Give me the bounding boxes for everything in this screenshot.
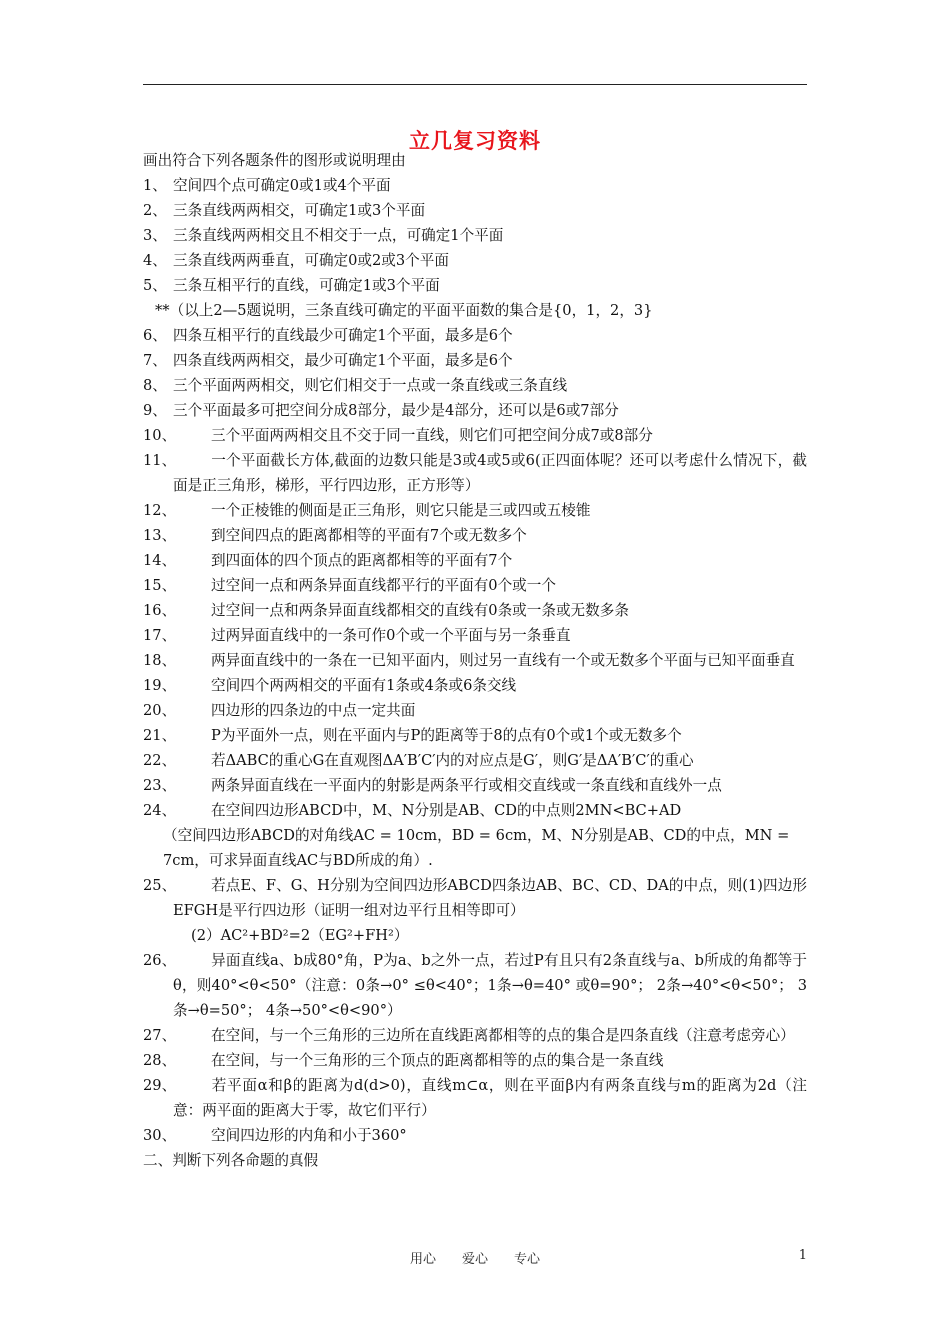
item-text: 过两异面直线中的一条可作0个或一个平面与另一条垂直 xyxy=(211,627,571,644)
list-item xyxy=(143,398,807,423)
item-text: 三条直线两两相交，可确定1或3个平面 xyxy=(173,202,426,219)
item-number: 23、 xyxy=(143,777,177,794)
section-heading: 二、判断下列各命题的真假 xyxy=(143,1152,319,1169)
item-number: 26、 xyxy=(143,952,177,969)
item-number: 30、 xyxy=(143,1127,177,1144)
list-item xyxy=(143,723,807,748)
item-text: 三个平面两两相交，则它们相交于一点或一条直线或三条直线 xyxy=(173,377,568,394)
item-text: 三条直线两两垂直，可确定0或2或3个平面 xyxy=(173,252,449,269)
item-number: 13、 xyxy=(143,527,177,544)
item-text: 一个平面截长方体,截面的边数只能是3或4或5或6(正四面体呢？还可以考虑什么情况下，截面是正三角形，梯形，平行四边形，正方形等） xyxy=(173,452,807,494)
item-number: 1、 xyxy=(143,177,167,194)
list-item xyxy=(143,698,807,723)
item-text: 两异面直线中的一条在一已知平面内，则过另一直线有一个或无数多个平面与已知平面垂直 xyxy=(211,652,795,669)
item-number: 16、 xyxy=(143,602,177,619)
list-item xyxy=(143,248,807,273)
item-text: 若点E、F、G、H分别为空间四边形ABCD四条边AB、BC、CD、DA的中点，则(1)四边形EFGH是平行四边形（证明一组对边平行且相等即可） xyxy=(173,877,807,919)
list-item xyxy=(143,1123,807,1148)
item-number: 19、 xyxy=(143,677,177,694)
item-number: 4、 xyxy=(143,252,167,269)
item-number: 3、 xyxy=(143,227,167,244)
item-number: 27、 xyxy=(143,1027,177,1044)
item-number: 12、 xyxy=(143,502,177,519)
list-item xyxy=(143,273,807,298)
item-number: 20、 xyxy=(143,702,177,719)
list-item xyxy=(143,948,807,1023)
item-number: 28、 xyxy=(143,1052,177,1069)
list-item xyxy=(143,598,807,623)
item-list-1 xyxy=(143,173,807,298)
item-number: 7、 xyxy=(143,352,167,369)
item-number: 22、 xyxy=(143,752,177,769)
list-item xyxy=(143,323,807,348)
intro-line: 画出符合下列各题条件的图形或说明理由 xyxy=(143,152,406,169)
item-text: 空间四边形的内角和小于360° xyxy=(211,1127,407,1144)
list-item xyxy=(143,548,807,573)
item-text: 过空间一点和两条异面直线都相交的直线有0条或一条或无数多条 xyxy=(211,602,629,619)
list-item xyxy=(143,173,807,198)
item-text: 若平面α和β的距离为d(d>0)，直线m⊂α，则在平面β内有两条直线与m的距离为2d（注意：两平面的距离大于零，故它们平行） xyxy=(173,1077,807,1119)
item-number: 6、 xyxy=(143,327,167,344)
list-item xyxy=(143,748,807,773)
item-number: 9、 xyxy=(143,402,167,419)
note-line: (2）AC²+BD²=2（EG²+FH²） xyxy=(191,927,409,944)
item-text: 四条直线两两相交，最少可确定1个平面，最多是6个 xyxy=(173,352,513,369)
item-text: 两条异面直线在一平面内的射影是两条平行或相交直线或一条直线和直线外一点 xyxy=(211,777,722,794)
list-item xyxy=(143,1048,807,1073)
item-list-2 xyxy=(143,323,807,423)
item-number: 11、 xyxy=(143,452,177,469)
list-item xyxy=(143,573,807,598)
list-item xyxy=(143,773,807,798)
item-text: 若ΔABC的重心G在直观图ΔA′B′C′内的对应点是G′，则G′是ΔA′B′C′的重心 xyxy=(211,752,694,769)
item-list-4 xyxy=(143,873,807,923)
item-number: 5、 xyxy=(143,277,167,294)
item-text: 空间四个两两相交的平面有1条或4条或6条交线 xyxy=(211,677,517,694)
page-number: 1 xyxy=(798,1248,807,1263)
list-item xyxy=(143,423,807,448)
list-item xyxy=(143,1073,807,1123)
item-text: 三个平面最多可把空间分成8部分，最少是4部分，还可以是6或7部分 xyxy=(173,402,619,419)
item-text: 三条互相平行的直线，可确定1或3个平面 xyxy=(173,277,440,294)
document-body xyxy=(143,148,807,1173)
list-item xyxy=(143,498,807,523)
item-number: 18、 xyxy=(143,652,177,669)
item-text: 到空间四点的距离都相等的平面有7个或无数多个 xyxy=(211,527,527,544)
list-item xyxy=(143,873,807,923)
item-number: 8、 xyxy=(143,377,167,394)
item-text: 在空间，与一个三角形的三边所在直线距离都相等的点的集合是四条直线（注意考虑旁心） xyxy=(211,1027,795,1044)
item-number: 25、 xyxy=(143,877,177,894)
note-line: **（以上2—5题说明，三条直线可确定的平面平面数的集合是{0，1，2，3} xyxy=(155,302,653,319)
item-number: 21、 xyxy=(143,727,177,744)
item-text: 四条互相平行的直线最少可确定1个平面，最多是6个 xyxy=(173,327,513,344)
footer-motto: 用心 爱心 专心 xyxy=(409,1252,540,1267)
item-text: 到四面体的四个顶点的距离都相等的平面有7个 xyxy=(211,552,513,569)
note-line: （空间四边形ABCD的对角线AC = 10cm，BD = 6cm，M、N分别是AB、CD的中点，MN = 7cm，可求异面直线AC与BD所成的角）. xyxy=(163,827,790,869)
item-list-5 xyxy=(143,948,807,1148)
page-title: 立几复习资料 xyxy=(409,129,541,153)
item-number: 24、 xyxy=(143,802,177,819)
list-item xyxy=(143,1023,807,1048)
item-text: 异面直线a、b成80°角，P为a、b之外一点，若过P有且只有2条直线与a、b所成的角都等于θ，则40°<θ<50°（注意：0条→0° ≤θ<40°；1条→θ=40° 或θ=90°； 2条→40°<θ<50°； 3条→θ=50°； 4条→50°<θ<90°） xyxy=(173,952,807,1019)
list-item xyxy=(143,623,807,648)
item-number: 15、 xyxy=(143,577,177,594)
list-item xyxy=(143,648,807,673)
item-text: 三个平面两两相交且不交于同一直线，则它们可把空间分成7或8部分 xyxy=(211,427,653,444)
item-number: 29、 xyxy=(143,1077,177,1094)
item-text: 在空间，与一个三角形的三个顶点的距离都相等的点的集合是一条直线 xyxy=(211,1052,664,1069)
list-item xyxy=(143,198,807,223)
item-text: 四边形的四条边的中点一定共面 xyxy=(211,702,416,719)
item-text: 过空间一点和两条异面直线都平行的平面有0个或一个 xyxy=(211,577,556,594)
list-item xyxy=(143,223,807,248)
item-text: 三条直线两两相交且不相交于一点，可确定1个平面 xyxy=(173,227,504,244)
list-item xyxy=(143,673,807,698)
item-list-3 xyxy=(143,423,807,823)
header-rule xyxy=(143,84,807,85)
list-item xyxy=(143,373,807,398)
list-item xyxy=(143,798,807,823)
list-item xyxy=(143,448,807,498)
list-item xyxy=(143,523,807,548)
item-text: 一个正棱锥的侧面是正三角形，则它只能是三或四或五棱锥 xyxy=(211,502,591,519)
item-number: 17、 xyxy=(143,627,177,644)
item-text: P为平面外一点，则在平面内与P的距离等于8的点有0个或1个或无数多个 xyxy=(211,727,682,744)
item-text: 在空间四边形ABCD中，M、N分别是AB、CD的中点则2MN<BC+AD xyxy=(211,802,682,819)
item-number: 10、 xyxy=(143,427,177,444)
list-item xyxy=(143,348,807,373)
item-number: 14、 xyxy=(143,552,177,569)
item-text: 空间四个点可确定0或1或4个平面 xyxy=(173,177,391,194)
item-number: 2、 xyxy=(143,202,167,219)
